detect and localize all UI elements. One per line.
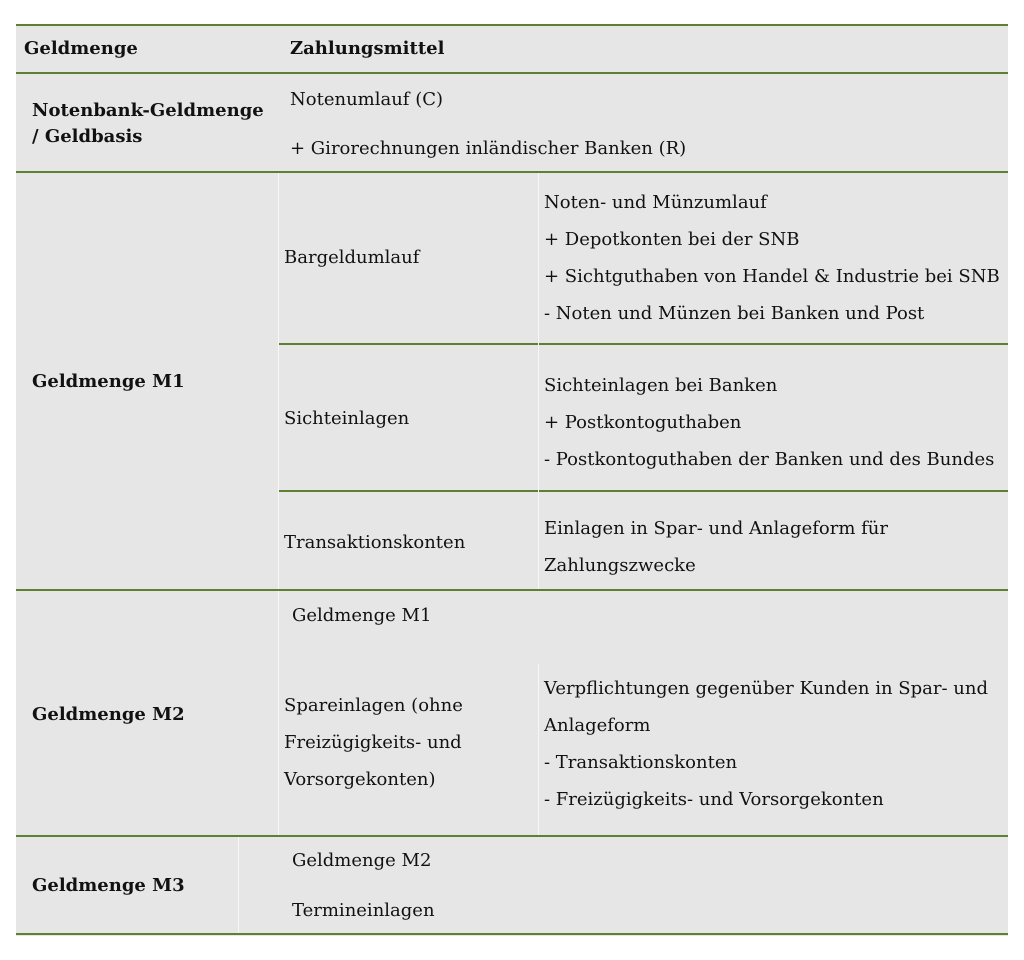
- rule-top: [16, 24, 1008, 26]
- notenbank-item-2: + Girorechnungen inländischer Banken (R): [290, 138, 687, 159]
- col-separator: [538, 664, 539, 835]
- row-label-notenbank-line1: Notenbank-Geldmenge: [32, 100, 264, 121]
- rule-header: [16, 72, 1008, 74]
- col-separator: [538, 173, 539, 589]
- m2-spar-label: [284, 687, 463, 798]
- col-separator: [278, 591, 279, 835]
- rule-bottom: [16, 933, 1008, 935]
- m2-spar-label-line: Vorsorgekonten): [284, 769, 436, 790]
- m1-sicht-item: + Postkontoguthaben: [544, 412, 742, 433]
- rule-sicht: [278, 490, 1008, 492]
- header-geldmenge: Geldmenge: [24, 38, 138, 59]
- m1-trans-item: Zahlungszwecke: [544, 555, 696, 576]
- col-separator: [238, 837, 239, 933]
- m1-sicht-item: Sichteinlagen bei Banken: [544, 375, 778, 396]
- m2-spar-items: [544, 670, 988, 818]
- m1-bargeld-item: Noten- und Münzumlauf: [544, 192, 767, 213]
- m3-item-1: Geldmenge M2: [292, 850, 432, 871]
- m1-bargeld-label: Bargeldumlauf: [284, 247, 420, 268]
- money-supply-table: [16, 24, 1008, 936]
- row-label-m3: Geldmenge M3: [32, 875, 185, 896]
- row-label-notenbank-line2: / Geldbasis: [32, 126, 143, 147]
- m1-bargeld-items: [544, 184, 1000, 332]
- m2-spar-item: Anlageform: [544, 715, 651, 736]
- m1-trans-items: [544, 510, 888, 584]
- row-label-notenbank: [32, 98, 264, 150]
- m2-spar-label-line: Spareinlagen (ohne: [284, 695, 463, 716]
- m2-spar-label-line: Freizügigkeits- und: [284, 732, 462, 753]
- row-label-m2: Geldmenge M2: [32, 704, 185, 725]
- m1-sicht-item: - Postkontoguthaben der Banken und des Bundes: [544, 449, 995, 470]
- m1-bargeld-item: - Noten und Münzen bei Banken und Post: [544, 303, 925, 324]
- rule-bargeld: [278, 343, 1008, 345]
- m1-bargeld-item: + Sichtguthaben von Handel & Industrie bei SNB: [544, 266, 1000, 287]
- notenbank-item-1: Notenumlauf (C): [290, 89, 444, 110]
- rule-m1: [16, 589, 1008, 591]
- m3-item-2: Termineinlagen: [292, 900, 435, 921]
- m2-spar-item: - Freizügigkeits- und Vorsorgekonten: [544, 789, 884, 810]
- m1-trans-label: Transaktionskonten: [284, 532, 466, 553]
- m2-spar-item: - Transaktionskonten: [544, 752, 738, 773]
- m1-bargeld-item: + Depotkonten bei der SNB: [544, 229, 800, 250]
- rule-m2: [16, 835, 1008, 837]
- m2-spar-item: Verpflichtungen gegenüber Kunden in Spar- und: [544, 678, 989, 699]
- m1-sicht-label: Sichteinlagen: [284, 408, 410, 429]
- row-label-m1: Geldmenge M1: [32, 371, 185, 392]
- m1-sicht-items: [544, 367, 994, 478]
- m2-base: Geldmenge M1: [292, 605, 432, 626]
- m1-trans-item: Einlagen in Spar- und Anlageform für: [544, 518, 888, 539]
- header-zahlungsmittel: Zahlungsmittel: [290, 38, 445, 59]
- col-separator: [278, 173, 279, 589]
- rule-notenbank: [16, 171, 1008, 173]
